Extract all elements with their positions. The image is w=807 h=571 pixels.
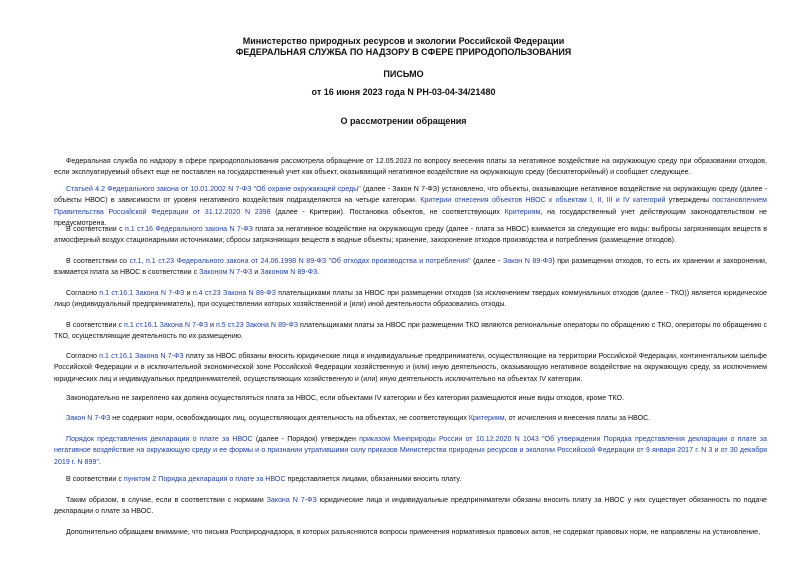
link-law-7fz[interactable]: Законом N 7-ФЗ <box>199 268 253 277</box>
link-declaration-procedure[interactable]: Порядок представления декларации о плате за НВОС <box>66 435 253 443</box>
ministry-heading: Министерство природных ресурсов и экологии Российской Федерации <box>242 36 565 46</box>
paragraph-11 <box>54 474 767 485</box>
text: Дополнительно обращаем внимание, что письма Росприроднадзора, в которых разъясняются вопросы применения нормативных правовых актов, не содержат правовых норм, не направлены на установление, <box>66 528 761 536</box>
text: и <box>207 321 216 329</box>
text: В соответствии с <box>66 225 125 233</box>
link-law-7fz-art-16-1[interactable]: п.1 ст.16.1 Закона N 7-ФЗ <box>99 289 185 297</box>
service-heading: ФЕДЕРАЛЬНАЯ СЛУЖБА ПО НАДЗОРУ В СФЕРЕ ПРИРОДОПОЛЬЗОВАНИЯ <box>235 47 572 57</box>
text: Таким образом, в случае, если в соответствии с нормами <box>66 496 267 504</box>
paragraph-9 <box>54 413 767 424</box>
text: Федеральная служба по надзору в сфере природопользования рассмотрела обращение от 12.05.2023 по вопросу внесения платы за негативное воздействие на окружающую среду при образовании отходов, если эксплуатируемый объект еще не поставлен на государственный учет как объект, оказывающий негативное воздействие на окружающую среду (бесхатегорийный) и сообщает следующее. <box>54 157 767 177</box>
link-procedure-item-2[interactable]: пунктом 2 Порядка декларация о плате за НВОС <box>123 475 286 483</box>
text: Законодательно не закреплено как должна осуществляться плата за НВОС, если объектами IV категории и без категории размещаются иные виды отходов, кроме ТКО. <box>66 394 625 402</box>
text: и <box>184 289 193 297</box>
paragraph-1 <box>54 156 767 179</box>
link-law-7fz-b[interactable]: Закон N 7-ФЗ <box>66 414 111 422</box>
paragraph-7 <box>54 351 767 385</box>
text: Согласно <box>66 289 100 297</box>
text: не содержит норм, освобождающих лиц, осуществляющих деятельность на объектах, не соответствующих <box>110 414 469 422</box>
paragraph-4 <box>54 256 767 279</box>
link-law-7fz-art-4-2[interactable]: Статьей 4.2 Федерального закона от 10.01.2002 N 7-ФЗ "Об охране окружающей среды" <box>66 185 361 193</box>
paragraph-10 <box>54 434 767 468</box>
document-type: ПИСЬМО <box>383 69 424 79</box>
link-law-7fz-art-16-1-b[interactable]: п.1 ст.16.1 Закона N 7-ФЗ <box>124 321 208 329</box>
paragraph-2 <box>54 184 767 229</box>
text: В соответствии со <box>66 257 130 265</box>
text: (далее - <box>470 257 503 265</box>
document-subject: О рассмотрении обращения <box>340 116 467 126</box>
link-government-resolution-2398[interactable]: постановлением Правительства Российской Федерации от 31.12.2020 N 2398 <box>54 196 767 216</box>
text: . <box>317 268 320 277</box>
text: Согласно <box>66 352 100 360</box>
text: (далее - Критерии). Постановка объектов, не соответствующих <box>270 207 505 216</box>
link-law-89fz[interactable]: Закон N 89-ФЗ <box>502 257 553 265</box>
paragraph-5 <box>54 288 767 311</box>
text: и <box>252 268 261 277</box>
link-criteria-b[interactable]: Критериям <box>468 414 505 422</box>
link-law-7fz-art-16-1-c[interactable]: п.1 ст.16.1 Закона N 7-ФЗ <box>99 352 184 360</box>
paragraph-12 <box>54 495 767 518</box>
link-criteria-categories[interactable]: Критерии отнесения объектов НВОС к объектам I, II, III и IV категорий <box>420 196 666 205</box>
text: представляется лицами, обязанными вносить плату. <box>285 475 462 483</box>
text: плательщиками платы за НВОС при размещении ТКО являются региональные операторы по обращению с ТКО, операторы по обращению с ТКО, осуществляющие деятельность по их размещению. <box>54 321 767 341</box>
link-law-7fz-c[interactable]: Закона N 7-ФЗ <box>266 496 317 504</box>
text: , на государственный учет действующим законодательством не предусмотрена. <box>54 207 767 227</box>
text: юридические лица и индивидуальные предприниматели обязаны вносить плату за НВОС у них существует обязанность по подаче декларации о плате за НВОС. <box>54 496 767 516</box>
text: утверждены <box>665 196 713 205</box>
link-law-89fz-2[interactable]: Законом N 89-ФЗ <box>260 268 318 277</box>
text: В соответствии с <box>66 475 124 483</box>
link-law-89fz-art-23-4[interactable]: п.4 ст.23 Закона N 89-ФЗ <box>192 289 276 297</box>
link-law-7fz-art-16[interactable]: п.1 ст.16 Федерального закона N 7-ФЗ <box>125 225 253 233</box>
paragraph-13 <box>54 527 767 538</box>
paragraph-8 <box>54 393 767 404</box>
text: плата за негативное воздействие на окружающую среду (далее - плата за НВОС) взимается за следующие его виды: выбросы загрязняющих веществ в атмосферный воздух стационарными источниками; сбросы загрязняющих веществ в водные объекты; хранение, захоронение отходов производства и потребления (размещение отходов). <box>54 225 768 245</box>
paragraph-3 <box>54 224 767 247</box>
text: ) при размещении отходов, то есть их хранении и захоронении, взимается плата за НВОС в соответствии с <box>54 257 767 277</box>
text: плату за НВОС обязаны вносить юридические лица и индивидуальные предприниматели, осуществляющие на территории Российской Федерации, континентальном шельфе Российской Федерации и в исключительной экономической зоне Российской Федерации хозяйственную и (или) иную деятельность, оказывающую негативное воздействие на окружающую среду, за исключением юридических лиц и индивидуальных предпринимателей, осуществляющих хозяйственную и (или) иную деятельность исключительно на объектах IV категории. <box>54 352 767 383</box>
text: . <box>98 457 101 466</box>
link-criteria[interactable]: Критериям <box>504 207 541 216</box>
text: (далее - Закон N 7-ФЗ) установлено, что объекты, оказывающие негативное воздействие на окружающую среду (далее - объекты НВОС) в зависимости от уровня негативного воздействия подразделяются на четыре категории. <box>54 185 767 205</box>
link-law-89fz-art-23[interactable]: ст.1, п.1 ст.23 Федерального закона от 24.06.1998 N 89-ФЗ "Об отходах производства и потребления" <box>129 257 471 265</box>
text: В соответствии с <box>66 321 125 329</box>
text: , от исчисления и внесения платы за НВОС. <box>504 414 651 422</box>
text: (далее - Порядок) утвержден <box>252 435 360 443</box>
document-date-number: от 16 июня 2023 года N РН-03-04-34/21480 <box>311 87 496 97</box>
link-order-1043[interactable]: приказом Минприроды России от 10.12.2020 N 1043 "Об утверждении Порядка представления декларации о плате за негативное воздействие на окружающую среду и ее формы и о признании утратившими силу приказов Министерства природных ресурсов и экологии Российской Федерации от 9 января 2017 г. N 3 и от 30 декабря 2019 г. N 899" <box>54 435 767 466</box>
text: плательщиками платы за НВОС при размещении отходов (за исключением твердых коммунальных отходов (далее - ТКО)) является юридическое лицо (индивидуальный предприниматель), при осуществлении которых хозяйственной и (или) иной деятельности образовались отходы. <box>54 289 767 309</box>
paragraph-6 <box>54 320 767 343</box>
link-law-89fz-art-23-5[interactable]: п.5 ст.23 Закона N 89-ФЗ <box>216 321 298 329</box>
